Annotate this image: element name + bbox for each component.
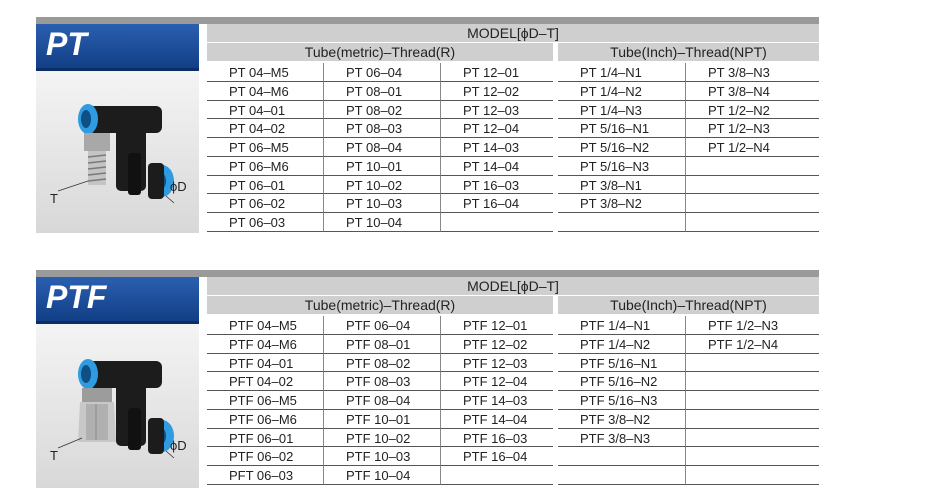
dimension-t-label: T — [50, 191, 58, 206]
model-cell: PT 08–01 — [324, 82, 441, 101]
model-cell: PTF 5/16–N1 — [558, 354, 686, 373]
model-cell: PT 5/16–N1 — [558, 119, 686, 138]
model-cell: PT 5/16–N2 — [558, 138, 686, 157]
model-cell — [686, 157, 819, 176]
product-photo — [36, 324, 199, 488]
model-cell — [686, 429, 819, 448]
model-cell: PTF 04–01 — [207, 354, 324, 373]
model-cell: PT 3/8–N2 — [558, 194, 686, 213]
tee-fitting-female-icon — [36, 324, 199, 488]
model-cell: PTF 12–03 — [441, 354, 553, 373]
model-cell: PT 1/4–N1 — [558, 63, 686, 82]
model-cell: PTF 12–04 — [441, 372, 553, 391]
model-cell: PT 06–M6 — [207, 157, 324, 176]
inch-grid — [558, 63, 819, 232]
model-cell: PT 08–02 — [324, 101, 441, 120]
product-photo — [36, 71, 199, 233]
model-cell: PT 1/2–N4 — [686, 138, 819, 157]
model-cell: PTF 10–03 — [324, 447, 441, 466]
model-cell: PT 06–M5 — [207, 138, 324, 157]
inch-header: Tube(Inch)–Thread(NPT) — [558, 296, 819, 314]
model-header: MODEL[ϕD–T] — [207, 24, 819, 42]
series-label: PTF — [46, 279, 107, 315]
model-cell: PT 14–04 — [441, 157, 553, 176]
model-cell: PTF 06–01 — [207, 429, 324, 448]
model-cell — [686, 466, 819, 485]
model-cell: PTF 5/16–N3 — [558, 391, 686, 410]
model-cell: PTF 12–02 — [441, 335, 553, 354]
model-cell: PTF 10–01 — [324, 410, 441, 429]
model-cell: PT 5/16–N3 — [558, 157, 686, 176]
model-cell: PTF 08–04 — [324, 391, 441, 410]
model-table — [207, 24, 819, 233]
model-header: MODEL[ϕD–T] — [207, 277, 819, 295]
model-cell: PTF 1/4–N2 — [558, 335, 686, 354]
model-cell: PT 04–01 — [207, 101, 324, 120]
model-cell — [441, 213, 553, 232]
model-cell: PFT 04–02 — [207, 372, 324, 391]
model-cell: PT 12–01 — [441, 63, 553, 82]
ptf-section — [36, 270, 819, 488]
model-cell: PTF 14–03 — [441, 391, 553, 410]
metric-grid — [207, 63, 553, 232]
model-cell: PT 16–03 — [441, 176, 553, 195]
model-cell: PTF 3/8–N2 — [558, 410, 686, 429]
model-cell: PTF 1/4–N1 — [558, 316, 686, 335]
model-cell: PT 1/4–N3 — [558, 101, 686, 120]
section-top-rule — [36, 270, 819, 277]
model-cell: PT 1/2–N3 — [686, 119, 819, 138]
metric-header: Tube(metric)–Thread(R) — [207, 43, 553, 61]
model-cell: PT 04–02 — [207, 119, 324, 138]
model-cell: PTF 04–M5 — [207, 316, 324, 335]
model-cell: PT 04–M6 — [207, 82, 324, 101]
model-cell — [686, 410, 819, 429]
model-cell: PT 3/8–N3 — [686, 63, 819, 82]
series-label: PT — [46, 26, 87, 62]
inch-grid — [558, 316, 819, 485]
section-top-rule — [36, 17, 819, 24]
metric-header: Tube(metric)–Thread(R) — [207, 296, 553, 314]
model-cell — [686, 213, 819, 232]
model-cell: PT 10–02 — [324, 176, 441, 195]
model-cell: PT 1/4–N2 — [558, 82, 686, 101]
model-cell — [686, 372, 819, 391]
model-cell: PTF 1/2–N3 — [686, 316, 819, 335]
dimension-d-label: ϕD — [170, 438, 187, 453]
series-label-box — [36, 277, 199, 324]
model-cell: PT 1/2–N2 — [686, 101, 819, 120]
model-cell: PT 04–M5 — [207, 63, 324, 82]
model-cell: PTF 08–01 — [324, 335, 441, 354]
model-cell: PT 06–02 — [207, 194, 324, 213]
model-cell — [686, 391, 819, 410]
model-cell: PTF 08–02 — [324, 354, 441, 373]
model-cell: PT 10–01 — [324, 157, 441, 176]
model-cell: PT 3/8–N1 — [558, 176, 686, 195]
model-cell: PT 12–03 — [441, 101, 553, 120]
model-cell: PT 12–04 — [441, 119, 553, 138]
model-cell: PTF 06–M6 — [207, 410, 324, 429]
model-cell: PTF 1/2–N4 — [686, 335, 819, 354]
model-cell — [686, 194, 819, 213]
model-cell: PTF 16–04 — [441, 447, 553, 466]
model-cell: PT 14–03 — [441, 138, 553, 157]
model-cell: PT 08–04 — [324, 138, 441, 157]
model-cell — [686, 447, 819, 466]
model-cell: PTF 14–04 — [441, 410, 553, 429]
model-cell: PT 12–02 — [441, 82, 553, 101]
dimension-t-label: T — [50, 448, 58, 463]
model-cell: PT 16–04 — [441, 194, 553, 213]
model-cell — [558, 213, 686, 232]
model-cell — [441, 466, 553, 485]
model-cell: PTF 06–04 — [324, 316, 441, 335]
model-table — [207, 277, 819, 488]
model-cell: PTF 10–04 — [324, 466, 441, 485]
dimension-d-label: ϕD — [170, 179, 187, 194]
model-cell: PTF 04–M6 — [207, 335, 324, 354]
model-cell: PTF 16–03 — [441, 429, 553, 448]
model-cell — [686, 176, 819, 195]
model-cell — [558, 447, 686, 466]
model-cell: PTF 08–03 — [324, 372, 441, 391]
model-cell: PT 3/8–N4 — [686, 82, 819, 101]
model-cell: PTF 12–01 — [441, 316, 553, 335]
model-cell: PT 08–03 — [324, 119, 441, 138]
model-cell: PTF 06–M5 — [207, 391, 324, 410]
model-cell — [686, 354, 819, 373]
model-cell: PFT 06–03 — [207, 466, 324, 485]
tee-fitting-male-icon — [36, 71, 199, 233]
model-cell: PT 06–04 — [324, 63, 441, 82]
metric-grid — [207, 316, 553, 485]
model-cell: PT 10–03 — [324, 194, 441, 213]
model-cell: PTF 06–02 — [207, 447, 324, 466]
model-cell: PTF 3/8–N3 — [558, 429, 686, 448]
series-label-box — [36, 24, 199, 71]
model-cell: PT 06–01 — [207, 176, 324, 195]
model-cell: PTF 10–02 — [324, 429, 441, 448]
model-cell: PTF 5/16–N2 — [558, 372, 686, 391]
model-cell — [558, 466, 686, 485]
pt-section — [36, 17, 819, 233]
model-cell: PT 10–04 — [324, 213, 441, 232]
model-cell: PT 06–03 — [207, 213, 324, 232]
inch-header: Tube(Inch)–Thread(NPT) — [558, 43, 819, 61]
